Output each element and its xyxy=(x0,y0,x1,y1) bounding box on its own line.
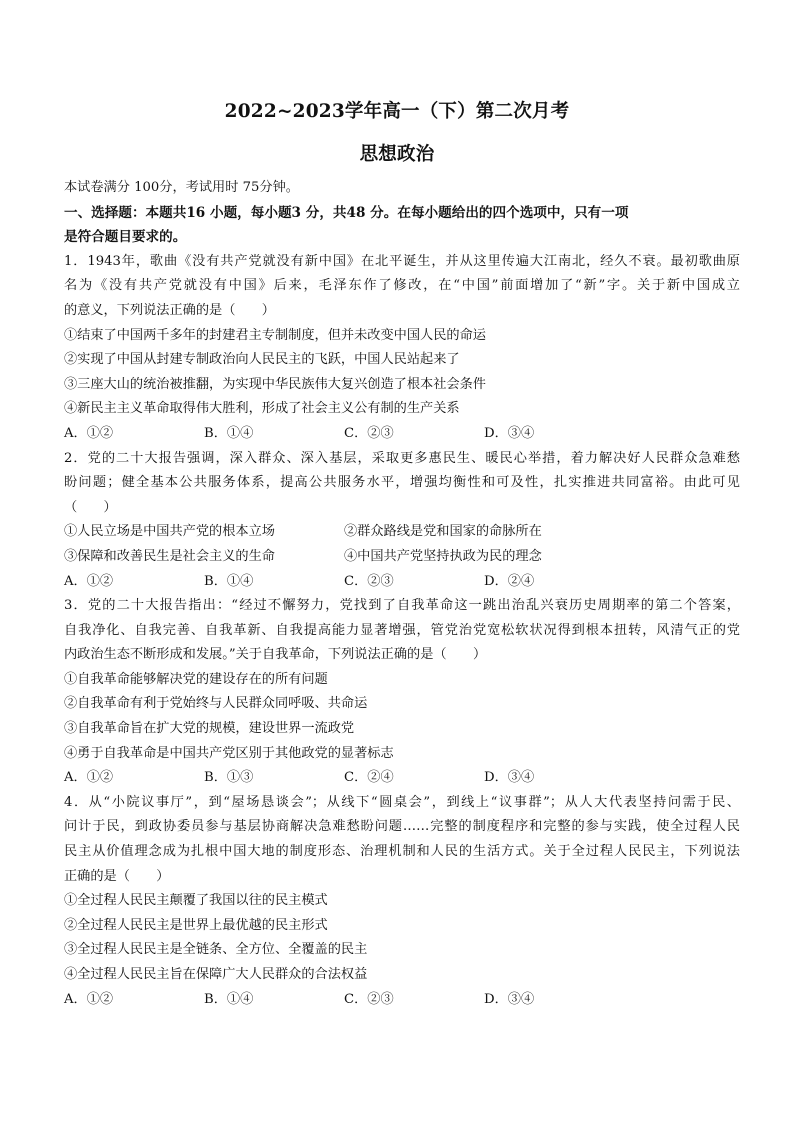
option-c: C．②③ xyxy=(344,573,394,589)
question-stem-line: 正确的是（ ） xyxy=(64,868,170,884)
statement-item: ①全过程人民民主颠覆了我国以往的民主模式 xyxy=(64,893,328,909)
statement-item: ②群众路线是党和国家的命脉所在 xyxy=(344,524,542,540)
question-stem-line: 盼问题；健全基本公共服务体系，提高公共服务水平，增强均衡性和可及性，扎实推进共同富裕。由此可见 xyxy=(64,475,740,491)
option-a: A．①② xyxy=(64,770,114,786)
statement-item: ④勇于自我革命是中国共产党区别于其他政党的显著标志 xyxy=(64,745,394,761)
option-d: D．③④ xyxy=(484,425,535,441)
answer-options xyxy=(64,570,740,595)
option-b: B．①④ xyxy=(204,425,254,441)
option-a: A．①② xyxy=(64,573,114,589)
question-4 xyxy=(64,791,740,1012)
answer-options xyxy=(64,988,740,1013)
exam-content xyxy=(64,176,740,1012)
statement-row xyxy=(64,545,740,570)
option-d: D．②④ xyxy=(484,573,535,589)
statement-item: ①结束了中国两千多年的封建君主专制制度，但并未改变中国人民的命运 xyxy=(64,327,486,343)
option-a: A．①② xyxy=(64,425,114,441)
question-stem-line: 3．党的二十大报告指出：“经过不懈努力，党找到了自我革命这一跳出治乱兴衰历史周期率的第二个答案， xyxy=(64,598,740,614)
statement-item: ④中国共产党坚持执政为民的理念 xyxy=(344,548,542,564)
section-heading-line2: 是符合题目要求的。 xyxy=(64,229,187,246)
question-stem-line: 名为《没有共产党就没有中国》后来，毛泽东作了修改，在“中国”前面增加了“新”字。关于新中国成立 xyxy=(64,278,740,294)
question-stem-line: （ ） xyxy=(64,499,117,515)
statement-item: ④新民主主义革命取得伟大胜利，形成了社会主义公有制的生产关系 xyxy=(64,401,460,417)
question-stem-line: 内政治生态不断形成和发展。”关于自我革命，下列说法正确的是（ ） xyxy=(64,647,487,663)
exam-title: 2022~2023学年高一（下）第二次月考 xyxy=(224,101,570,122)
question-stem-line: 4．从“小院议事厅”，到“屋场恳谈会”；从线下“圆桌会”，到线上“议事群”；从人大代表坚持问需于民、 xyxy=(64,794,740,810)
answer-options xyxy=(64,422,740,447)
statement-item: ③三座大山的统治被推翻，为实现中华民族伟大复兴创造了根本社会条件 xyxy=(64,376,486,392)
question-stem-line: 民主从价值理念成为扎根中国大地的制度形态、治理机制和人民的生活方式。关于全过程人民民主，下列说法 xyxy=(64,844,740,860)
option-b: B．①④ xyxy=(204,991,254,1007)
option-b: B．①④ xyxy=(204,573,254,589)
intro-text: 本试卷满分 100分，考试用时 75分钟。 xyxy=(64,180,299,195)
option-b: B．①③ xyxy=(204,770,254,786)
question-1 xyxy=(64,250,740,447)
option-a: A．①② xyxy=(64,991,114,1007)
option-d: D．③④ xyxy=(484,991,535,1007)
question-stem-line: 的意义，下列说法正确的是（ ） xyxy=(64,302,275,318)
statement-row xyxy=(64,520,740,545)
question-stem-line: 自我净化、自我完善、自我革新、自我提高能力显著增强，管党治党宽松软状况得到根本扭转，风清气正的党 xyxy=(64,622,740,638)
statement-item: ③自我革命旨在扩大党的规模，建设世界一流政党 xyxy=(64,721,355,737)
option-c: C．②④ xyxy=(344,770,394,786)
question-stem-line: 1．1943年，歌曲《没有共产党就没有新中国》在北平诞生，并从这里传遍大江南北，经久不衰。最初歌曲原 xyxy=(64,253,740,269)
statement-item: ①自我革命能够解决党的建设存在的所有问题 xyxy=(64,671,328,687)
section-heading-line1: 一、选择题：本题共16 小题，每小题3 分，共48 分。在每小题给出的四个选项中，只有一项 xyxy=(64,204,629,221)
question-3 xyxy=(64,594,740,791)
option-d: D．③④ xyxy=(484,770,535,786)
statement-item: ④全过程人民民主旨在保障广大人民群众的合法权益 xyxy=(64,967,368,982)
option-c: C．②③ xyxy=(344,991,394,1007)
statement-item: ①人民立场是中国共产党的根本立场 xyxy=(64,524,275,540)
question-stem-line: 问计于民，到政协委员参与基层协商解决急难愁盼问题……完整的制度程序和完整的参与实践，使全过程人民 xyxy=(64,819,740,835)
question-2 xyxy=(64,447,740,595)
statement-item: ③全过程人民民主是全链条、全方位、全覆盖的民主 xyxy=(64,942,368,958)
statement-item: ③保障和改善民生是社会主义的生命 xyxy=(64,548,275,564)
question-stem-line: 2．党的二十大报告强调，深入群众、深入基层，采取更多惠民生、暖民心举措，着力解决好人民群众急难愁 xyxy=(64,450,740,466)
option-c: C．②③ xyxy=(344,425,394,441)
subject-title: 思想政治 xyxy=(359,144,435,165)
statement-item: ②自我革命有利于党始终与人民群众同呼吸、共命运 xyxy=(64,696,368,712)
answer-options xyxy=(64,766,740,791)
statement-item: ②全过程人民民主是世界上最优越的民主形式 xyxy=(64,917,328,933)
statement-item: ②实现了中国从封建专制政治向人民民主的飞跃，中国人民站起来了 xyxy=(64,352,460,368)
